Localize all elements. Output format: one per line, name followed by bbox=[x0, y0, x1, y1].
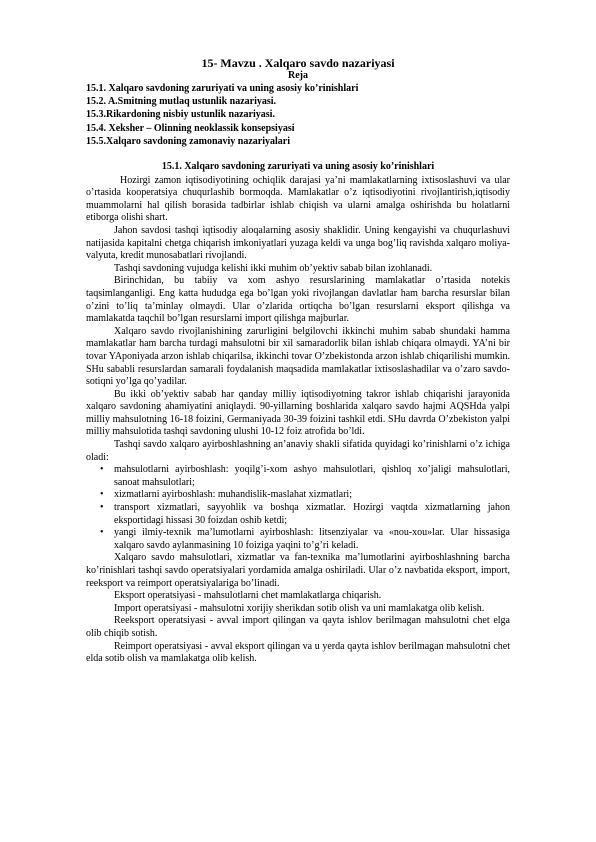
plan-item: 15.2. A.Smitning mutlaq ustunlik nazariyasi. bbox=[86, 96, 277, 108]
list-item bbox=[86, 489, 510, 502]
list-item bbox=[86, 527, 510, 552]
bullet-icon: • bbox=[100, 502, 104, 514]
plan-item: 15.3.Rikardoning nisbiy ustunlik nazariyasi. bbox=[86, 109, 275, 121]
list-item bbox=[86, 502, 510, 527]
paragraph: Bu ikki ob’yektiv sabab har qanday milliy iqtisodiyotning takror ishlab chiqarishi jarayonida xalqaro savdoning ahamiyatini aniqlaydi. 90-yillarning boshlarida xalqaro savdo hajmi AQSHda yalpi milliy mahsulotning 16-18 foizini, Germaniyada 30-39 foizini tashkil etdi. SHu davrda O’zbekiston yalpi milliy mahsulotida tashqi savdoning ulushi 10-12 foiz atrofida bo’ldi. bbox=[86, 388, 510, 438]
paragraph: Jahon savdosi tashqi iqtisodiy aloqalarning asosiy shaklidir. Uning kengayishi va chuqurlashuvi natijasida kapitalni chetga chiqarish imkoniyatlari yuzaga keldi va unga bog’liq ravishda xalqaro moliya-valyuta, kredit munosabatlari rivojlandi. bbox=[86, 224, 510, 262]
paragraph: Xalqaro savdo mahsulotlari, xizmatlar va fan-texnika ma’lumotlarini ayirboshlashning barcha ko’rinishlari tashqi savdo operatsiyalari yordamida amalga oshiriladi. Ular o’z navbatida eksport, import, reeksport va reimport operatsiyalariga bo’linadi. bbox=[86, 552, 510, 589]
list-item bbox=[86, 464, 510, 489]
list-item-text: transport xizmatlari, sayyohlik va boshqa xizmatlar. Hozirgi vaqtda xizmatlarning jahon eksportidagi hissasi 30 foizdan oshib ketdi; bbox=[114, 502, 510, 526]
plan-item: 15.4. Xeksher – Olinning neoklassik konsepsiyasi bbox=[86, 122, 295, 134]
list-item-text: yangi ilmiy-texnik ma’lumotlarni ayirboshlash: litsenziyalar va «nou-xou»lar. Ular hissasiga xalqaro savdo aylanmasining 10 foiziga yaqini to’g’ri keladi. bbox=[114, 527, 510, 551]
paragraph: Import operatsiyasi - mahsulotni xorijiy sherikdan sotib olish va uni mamlakatga olib kelish. bbox=[114, 602, 485, 614]
plan-item: 15.5.Xalqaro savdoning zamonaviy nazariyalari bbox=[86, 135, 290, 147]
page-title: 15- Mavzu . Xalqaro savdo nazariyasi bbox=[201, 56, 395, 70]
paragraph: Reeksport operatsiyasi - avval import qilingan va qayta ishlov berilmagan mahsulotni chet elga olib chiqib sotish. bbox=[86, 615, 510, 639]
bullet-icon: • bbox=[100, 489, 104, 501]
bullet-icon: • bbox=[100, 527, 104, 539]
paragraph: Xalqaro savdo rivojlanishining zarurligini belgilovchi ikkinchi muhim sabab shundaki hamma mamlakatlar ham barcha turdagi mahsulotni bir xil samaradorlik bilan ishlab chiqara olmaydi. YA’ni bir tovar YAponiyada arzon ishlab chiqarilsa, ikkinchi tovar O’zbekistonda arzon ishlab chiqarilishi mumkin. SHu sababli resurslardan samarali foydalanish maqsadida mamlakatlar ixtisoslashadilar va o’zaro savdo-sotiqni yo’lga qo’yadilar. bbox=[86, 325, 510, 388]
paragraph: Hozirgi zamon iqtisodiyotining ochiqlik darajasi ya’ni mamlakatlarning ixtisoslashuvi va ular o’rtasida kooperatsiya chuqurlashib bormoqda. Mamlakatlar o’z iqtisodiyotini rivojlantirish,iqtisodiy muammolarni hal qilish borasida tadbirlar ishlab chiqish va ularni amalga oshirishda bu holatlarni etiborga olishi shart. bbox=[86, 174, 510, 224]
plan-heading: Reja bbox=[288, 70, 308, 81]
paragraph: Birinchidan, bu tabiiy va xom ashyo resurslarining mamlakatlar o’rtasida notekis taqsimlanganligi. Eng katta hududga ega bo’lgan yoki rivojlangan davlatlar ham barcha resurslar bilan o’zini to’liq ta’minlay olmaydi. Ular o’zlarida ortiqcha bo’lgan resurslarni eksport qilishga va mamlakatda taqchil bo’lgan resurslarni import qilishga majburlar. bbox=[86, 275, 510, 325]
paragraph: Tashqi savdo xalqaro ayirboshlashning an’anaviy shakli sifatida quyidagi ko’rinishlarni o’z ichiga oladi: bbox=[86, 439, 510, 463]
paragraph: Eksport operatsiyasi - mahsulotlarni chet mamlakatlarga chiqarish. bbox=[114, 590, 382, 602]
section-title: 15.1. Xalqaro savdoning zaruriyati va uning asosiy ko’rinishlari bbox=[161, 161, 435, 173]
bullet-icon: • bbox=[100, 464, 104, 476]
plan-item: 15.1. Xalqaro savdoning zaruriyati va uning asosiy ko’rinishlari bbox=[86, 83, 359, 94]
list-item-text: xizmatlarni ayirboshlash: muhandislik-maslahat xizmatlari; bbox=[114, 489, 352, 501]
list-item-text: mahsulotlarni ayirboshlash: yoqilg’i-xom ashyo mahsulotlari, qishloq xo’jaligi mahsulotlari, sanoat mahsulotlari; bbox=[114, 464, 510, 488]
paragraph: Tashqi savdoning vujudga kelishi ikki muhim ob’yektiv sabab bilan izohlanadi. bbox=[114, 262, 433, 274]
bullet-list bbox=[86, 464, 510, 552]
plan-list bbox=[86, 82, 510, 148]
paragraph: Reimport operatsiyasi - avval eksport qilingan va u yerda qayta ishlov berilmagan mahsulotni chet elda sotib olish va mamlakatga olib kelish. bbox=[86, 640, 510, 665]
document-page bbox=[86, 56, 510, 666]
